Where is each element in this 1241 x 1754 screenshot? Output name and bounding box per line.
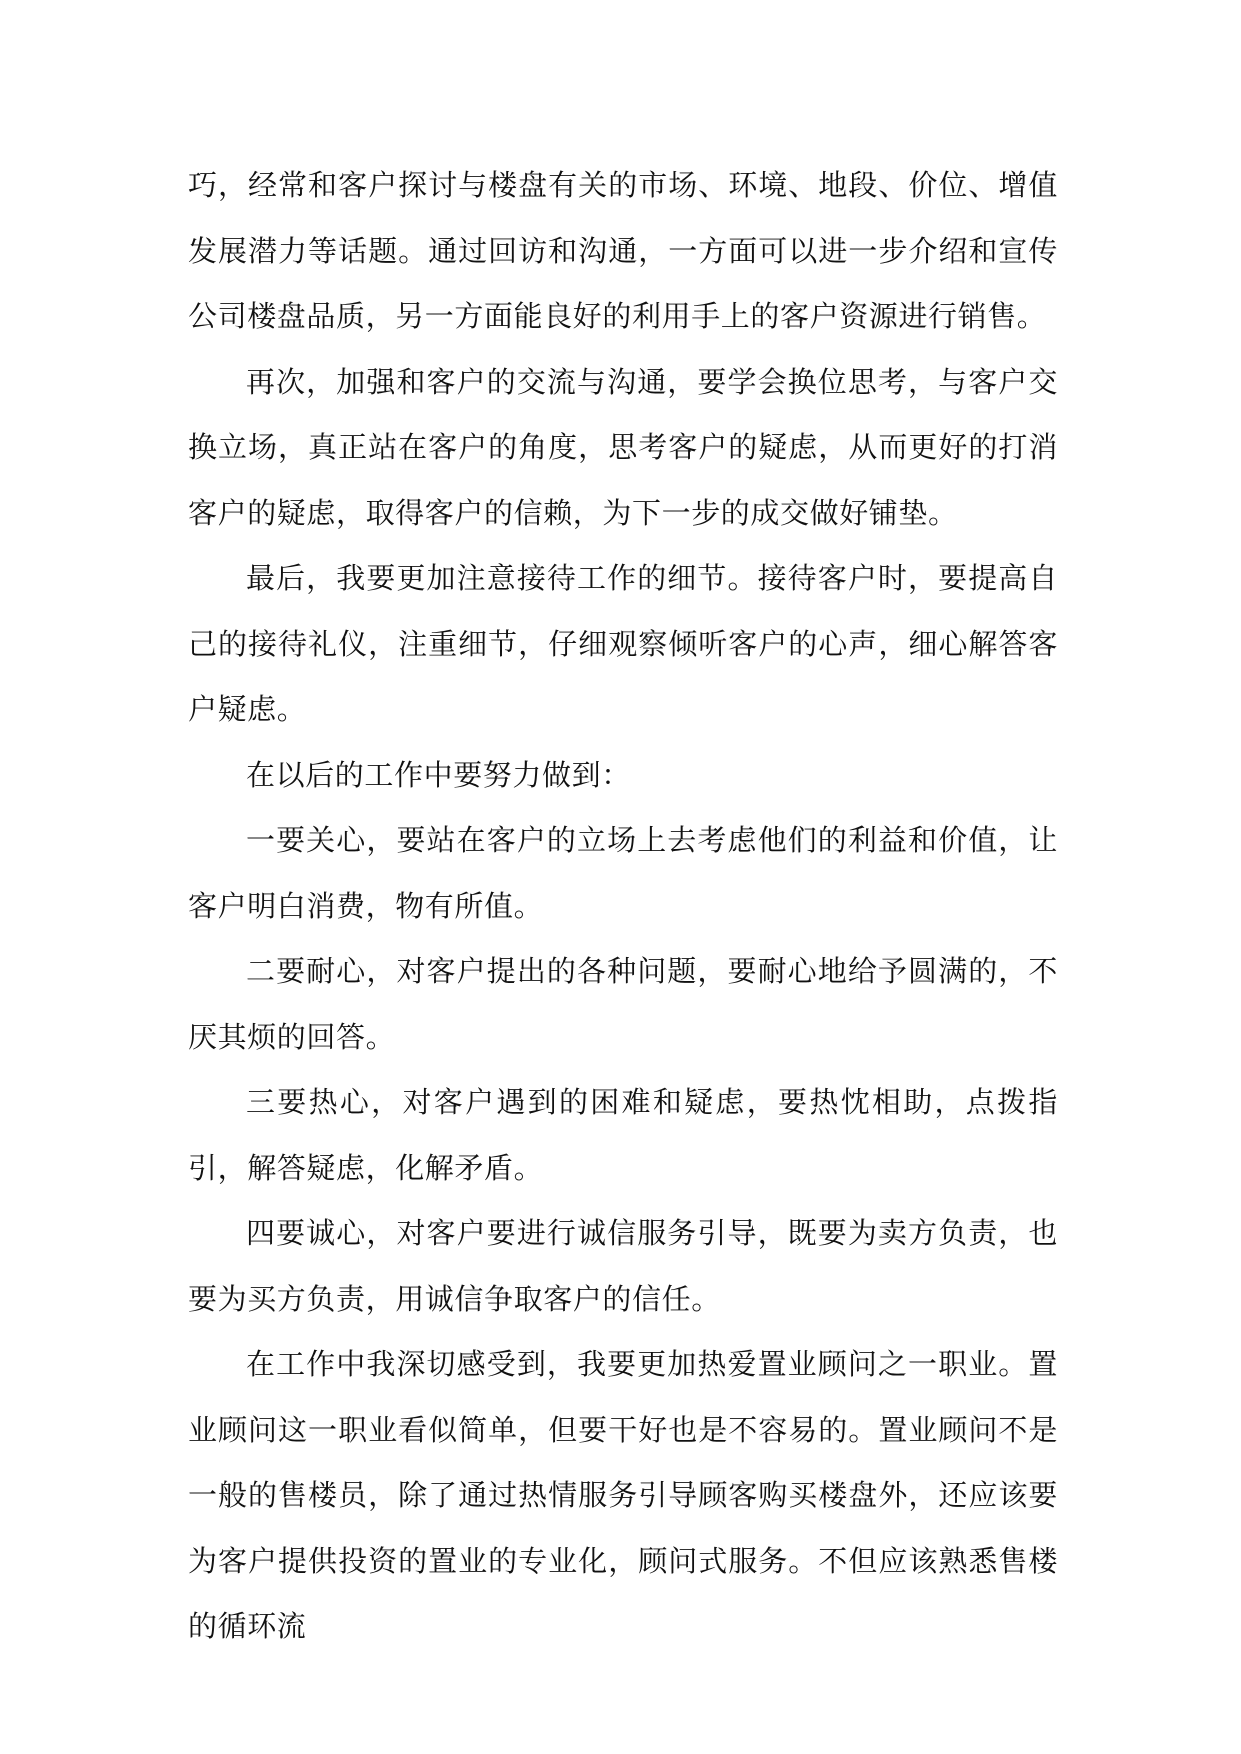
- paragraph-3: 最后，我要更加注意接待工作的细节。接待客户时，要提高自己的接待礼仪，注重细节，仔细观察倾听客户的心声，细心解答客户疑虑。: [188, 561, 1058, 726]
- paragraph-1: 巧，经常和客户探讨与楼盘有关的市场、环境、地段、价位、增值发展潜力等话题。通过回访和沟通，一方面可以进一步介绍和宣传公司楼盘品质，另一方面能良好的利用手上的客户资源进行销售。: [188, 168, 1058, 333]
- paragraph-4: 在以后的工作中要努力做到：: [246, 757, 631, 792]
- paragraph-8: 四要诚心，对客户要进行诚信服务引导，既要为卖方负责，也要为买方负责，用诚信争取客户的信任。: [188, 1216, 1058, 1316]
- paragraph-6: 二要耐心，对客户提出的各种问题，要耐心地给予圆满的，不厌其烦的回答。: [188, 954, 1058, 1054]
- paragraph-7: 三要热心，对客户遇到的困难和疑虑，要热忱相助，点拨指引，解答疑虑，化解矛盾。: [188, 1085, 1058, 1185]
- paragraph-9: 在工作中我深切感受到，我要更加热爱置业顾问之一职业。置业顾问这一职业看似简单，但要干好也是不容易的。置业顾问不是一般的售楼员，除了通过热情服务引导顾客购买楼盘外，还应该要为客户提供投资的置业的专业化，顾问式服务。不但应该熟悉售楼的循环流: [188, 1347, 1058, 1643]
- paragraph-2: 再次，加强和客户的交流与沟通，要学会换位思考，与客户交换立场，真正站在客户的角度，思考客户的疑虑，从而更好的打消客户的疑虑，取得客户的信赖，为下一步的成交做好铺垫。: [188, 364, 1058, 530]
- document-page: [188, 153, 1058, 1660]
- paragraph-5: 一要关心，要站在客户的立场上去考虑他们的利益和价值，让客户明白消费，物有所值。: [188, 823, 1058, 923]
